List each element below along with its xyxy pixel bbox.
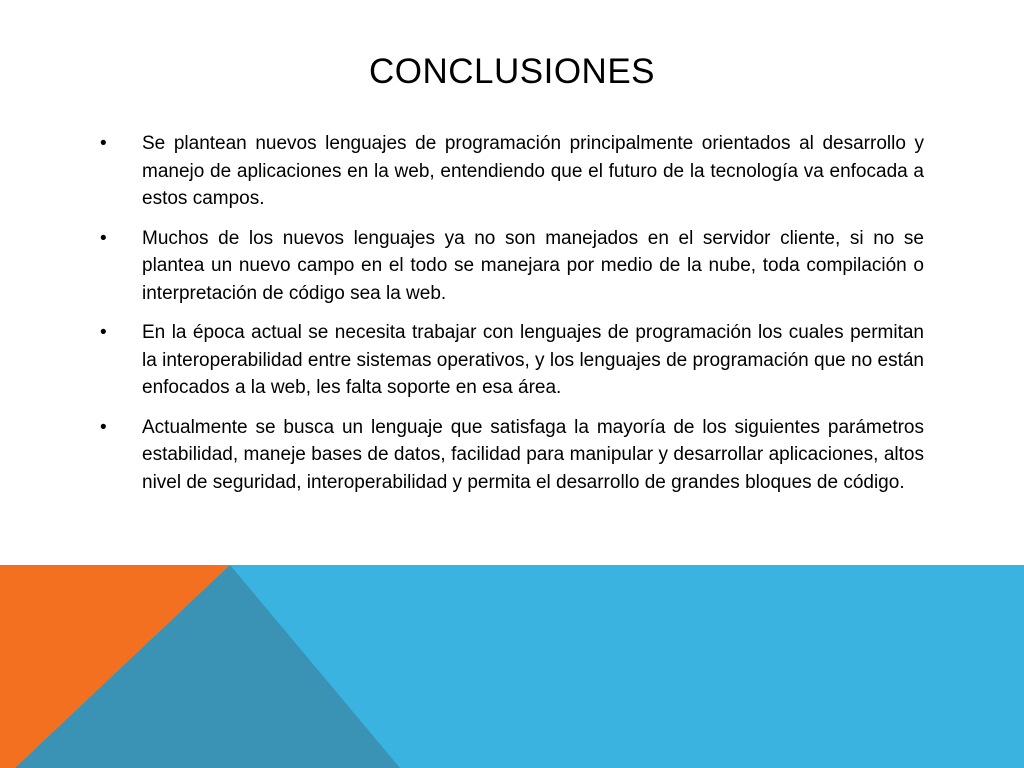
bullet-text: En la época actual se necesita trabajar con lenguajes de programación los cuales permitan la interoperabilidad entre sistemas operativos, y los lenguajes de programación que no están enfocados a la web, les falta soporte en esa área. [142,322,924,398]
bullet-text: Se plantean nuevos lenguajes de programación principalmente orientados al desarrollo y manejo de aplicaciones en la web, entendiendo que el futuro de la tecnología va enfocada a estos campos. [142,133,924,209]
slide-title: CONCLUSIONES [368,52,656,91]
bullet-item [100,225,924,308]
bullet-marker: • [100,416,107,438]
bullet-text: Muchos de los nuevos lenguajes ya no son manejados en el servidor cliente, si no se plantea un nuevo campo en el todo se manejara por medio de la nube, toda compilación o interpretación de código sea la web. [142,227,924,304]
bullet-item [100,414,924,497]
bullet-list [100,130,924,508]
bullet-marker: • [100,322,107,343]
decorative-bands [0,565,1024,768]
bullet-item [100,130,924,213]
bullet-marker: • [100,227,107,249]
bullet-item [100,319,924,402]
bullet-text: Actualmente se busca un lenguaje que satisfaga la mayoría de los siguientes parámetros estabilidad, maneje bases de datos, facilidad para manipular y desarrollar aplicaciones, altos nivel de seguridad, interoperabilidad y permita el desarrollo de grandes bloques de código. [142,416,924,493]
bullet-marker: • [100,133,107,154]
